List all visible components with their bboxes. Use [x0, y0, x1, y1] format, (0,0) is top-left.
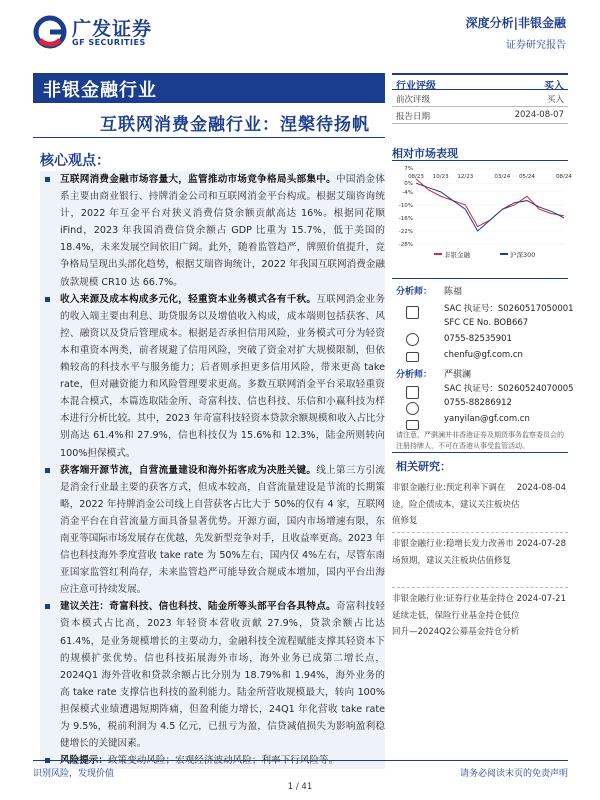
bullet-icon	[45, 468, 50, 473]
related-research-title: 相关研究：	[396, 460, 451, 473]
x-tick-label: 08/24	[556, 174, 572, 180]
y-tick-label: -4%	[402, 189, 413, 196]
legend-label-hs300: 沪深300	[510, 251, 536, 259]
brand-name-cn: 广发证券	[72, 18, 153, 40]
x-tick-label: 03/24	[494, 174, 511, 180]
core-point-1	[40, 171, 385, 291]
x-tick-label: 12/23	[457, 174, 474, 180]
industry-banner	[33, 73, 385, 103]
related-divider	[392, 587, 568, 588]
related-item-date: 2024-07-21	[516, 594, 566, 604]
analyst-1-phone: 0755-82535901	[444, 334, 512, 344]
related-research-item[interactable]	[392, 591, 568, 641]
legend-label-finance: 非银金融	[444, 251, 470, 259]
analyst-1-sfc: SFC CE No. BOB667	[444, 318, 529, 328]
related-item-date: 2024-08-04	[516, 483, 566, 493]
brand-name-en: GF SECURITIES	[72, 38, 146, 47]
bullet-icon	[45, 604, 50, 609]
point-1-headline: 互联网消费金融市场容量大，监管推动市场竞争格局头部集中。	[60, 174, 336, 185]
title-divider	[33, 137, 385, 138]
bullet-icon	[45, 297, 50, 302]
chart-legend	[434, 250, 535, 259]
analyst-1-sac: SAC 执证号：S0260517050001	[444, 304, 574, 314]
point-4-headline: 建议关注：奇富科技、信也科技、陆金所等头部平台各具特点。	[60, 601, 336, 613]
analyst-2-label: 分析师：	[396, 370, 433, 380]
rating-box	[392, 73, 568, 124]
analyst-1-label: 分析师：	[396, 287, 433, 297]
core-point-4	[40, 598, 385, 752]
brand-logo	[34, 14, 194, 50]
rating-label: 行业评级	[396, 81, 436, 92]
analyst-1-name: 陈福	[444, 287, 463, 297]
core-point-2	[40, 291, 385, 462]
analyst-2-email[interactable]: yanyilan@gf.com.cn	[444, 414, 530, 424]
footer-slogan: 识别风险，发现价值	[33, 769, 115, 779]
analyst-2-sac: SAC 执证号：S0260524070005	[444, 384, 574, 394]
x-tick-label: 08/23	[408, 174, 424, 180]
report-date-row	[392, 107, 568, 124]
bullet-icon	[45, 177, 50, 182]
related-divider	[392, 532, 568, 533]
related-item-title: 非银金融行业:稳增长发力改善市场预期，建议关注板块估值修复	[392, 539, 514, 566]
series-line-hs300	[416, 183, 564, 231]
footer-divider	[33, 760, 568, 761]
chart-x-axis	[408, 174, 572, 180]
related-item-date: 2024-07-28	[516, 539, 566, 549]
prev-rating-label: 前次评级	[396, 95, 431, 105]
phone-icon	[406, 402, 419, 415]
market-section-divider	[392, 160, 568, 161]
core-point-3	[40, 462, 385, 599]
y-tick-label: 0%	[404, 181, 413, 188]
prev-rating-value: 买入	[546, 95, 564, 105]
market-section-title: 相对市场表现	[392, 147, 458, 160]
y-tick-label: -10%	[398, 202, 413, 209]
document-subtype: 证券研究报告	[506, 40, 566, 51]
point-2-headline: 收入来源及成本构成多元化，轻重资本业务模式各有千秋。	[60, 293, 317, 305]
id-card-icon	[406, 386, 419, 399]
related-item-title: 非银金融行业:预定利率下调在途，险企债成本，建议关注板块估值修复	[392, 483, 520, 526]
x-tick-label: 05/24	[519, 174, 535, 180]
y-tick-label: -22%	[398, 228, 413, 235]
y-tick-label: -28%	[398, 242, 413, 248]
point-2-text: 互联网消金业务的收入端主要由利息、助贷服务以及增值收入构成，成本端则包括获客、风控、融资以及贷后管理成本。根据是否承担信用风险，业务模式可分为轻资本和重资本两类，前者规避了信用风险，突破了资金对扩大规模限制，但依赖较高的科技水平与服务能力；后者则承担更多信用风险，带来更高 take rate，但对融资能力和风险管理要求更高。多数互联网消金平台采取轻重资本混合模式，本篇选取陆金所、奇富科技、信也科技、乐信和小赢科技为样本进行分析比较。其中，2023 年奇富科技轻资本贷款余额规模和收入占比分别高达 61.4%和 27.9%，信也科技仅为 15.6%和 12.3%，陆金所则转向 100%担保模式。	[60, 293, 386, 459]
analyst-2-phone: 0755-88286912	[444, 398, 512, 408]
point-5-headline: 风险提示：	[60, 755, 108, 767]
page-header	[0, 0, 600, 64]
id-card-icon	[406, 306, 419, 319]
phone-icon	[406, 333, 419, 346]
analyst-2-name: 严骐澜	[444, 370, 472, 380]
page-number: 1 / 41	[287, 782, 313, 792]
report-date-label: 报告日期	[396, 112, 431, 122]
analyst-top-divider	[392, 278, 568, 279]
document-type: 深度分析|非银金融	[465, 16, 566, 30]
analyst-1-email[interactable]: chenfu@gf.com.cn	[444, 350, 523, 360]
rating-header-row	[392, 73, 568, 90]
x-tick-label: 10/23	[432, 174, 449, 180]
related-top-divider	[392, 452, 568, 453]
y-tick-label: 7%	[404, 166, 413, 172]
point-5-text: 政策变动风险；宏观经济波动风险；利率下行风险等。	[107, 755, 339, 767]
core-points-body	[40, 171, 385, 769]
mail-icon	[406, 420, 419, 430]
report-title: 互联网消费金融行业：涅槃待扬帆	[100, 115, 370, 135]
core-points-title: 核心观点：	[40, 153, 110, 169]
point-3-headline: 获客端开源节流，自营流量建设和海外拓客成为决胜关键。	[60, 464, 317, 476]
footer-disclaimer-link[interactable]: 请务必阅读末页的免责声明	[459, 769, 568, 779]
relative-performance-chart	[392, 162, 572, 262]
industry-title: 非银金融行业	[43, 80, 157, 101]
point-3-text: 线上第三方引流是消金行业最主要的获客方式，但成本较高，自营流量建设是节流的长期策略，2022 年持牌消金公司线上自营获客占比大于 50%的仅有 4 家，互联网消金平台在自营流量方面具备显著优势。开源方面，国内市场增速有限，东南亚等国际市场发展存在优越，先发新型竞争对手，且收益率更高。2023 年信也科技海外季度营收 take rate 为 50%左右，国内仅 4%左右，尽管东南亚国家监管红利尚存，未来监管趋严可能导致合规成本增加，国内平台出海应注意可持续发展。	[60, 464, 386, 596]
point-4-text: 奇富科技轻资本模式占比高，2023 年轻资本营收贡献 27.9%，贷款余额占比达 61.4%，是业务规模增长的主要动力，金融科技全流程赋能支撑其轻资本下的规模扩张优势。信也科技拓展海外市场，海外业务已成第二增长点，2024Q1 海外营收和贷款余额占比分别为 18.79%和 1.94%，海外业务的高 take rate 支撑信也科技的盈利能力。陆金所营收规模最大，转向 100%担保模式业绩遭遇短期阵痛，但盈利能力增长，24Q1 年化营收 take rate 为 9.5%，税前利润为 4.5 亿元，已扭亏为盈，信贷减值损失为影响盈利稳健增长的关键因素。	[60, 601, 386, 750]
rating-value: 买入	[544, 81, 564, 92]
gf-logo-icon	[34, 16, 68, 48]
y-tick-label: -16%	[398, 215, 413, 222]
prev-rating-row	[392, 90, 568, 107]
related-research-item[interactable]	[392, 480, 568, 530]
related-research-item[interactable]	[392, 536, 568, 569]
related-item-title: 非银金融行业:证券行业基金持仓延续走低，保险行业基金持仓低位回升—2024Q2公募基金持仓分析	[392, 594, 520, 637]
mail-icon	[406, 352, 419, 362]
point-1-text: 中国消金体系主要由商业银行、持牌消金公司和互联网消金平台构成。根据艾瑞咨询统计，2022 年互金平台对狭义消费信贷余额贡献高达 16%。根据同花顺 iFind，2023 年我国消费信贷余额占 GDP 比重为 15.7%，低于美国的 18.4%，未来发展空间依旧广阔。此外，随着监管趋严，牌照价值提升，竞争格局呈现出头部化趋势，根据艾瑞咨询统计，2022 年我国互联网消费金融放款规模 CR10 达 66.7%。	[60, 174, 386, 288]
analyst-disclaimer: 请注意，严骐澜并非香港证券及期货事务监察委员会的注册持牌人，不可在香港从事受监管活动。	[396, 431, 564, 450]
report-date-value: 2024-08-07	[514, 110, 564, 120]
